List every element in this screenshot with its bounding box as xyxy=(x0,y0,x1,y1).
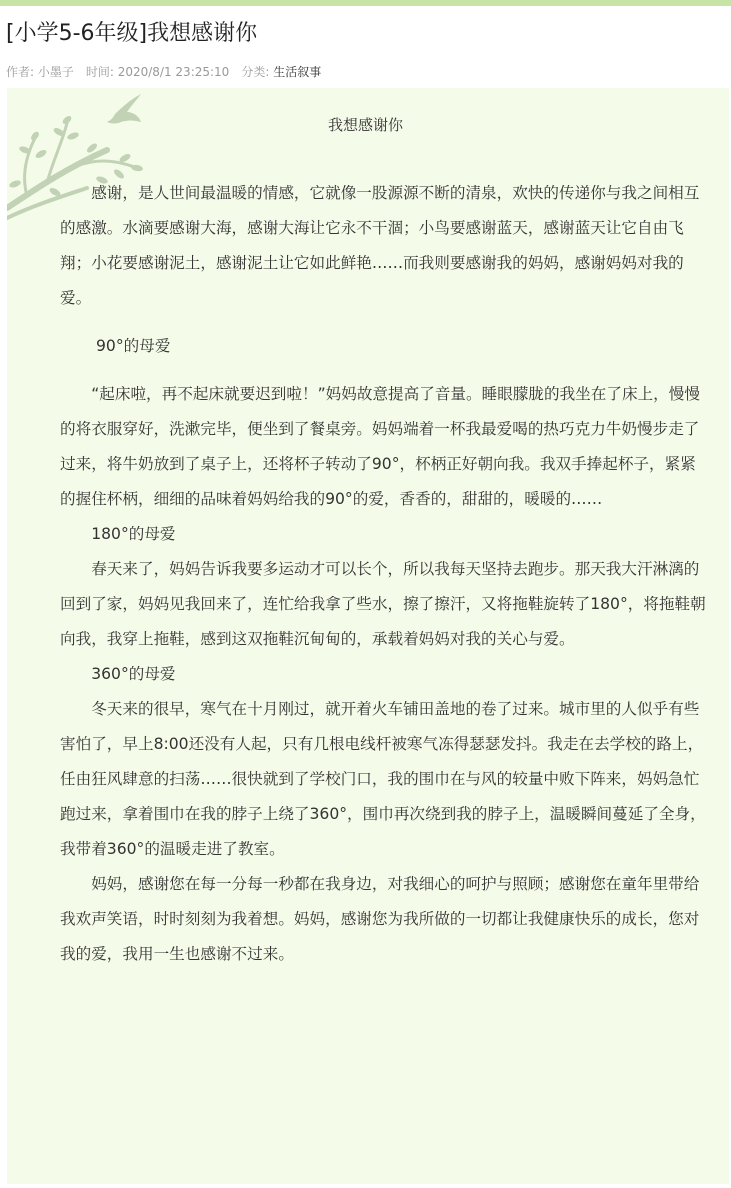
page-title: [小学5-6年级]我想感谢你 xyxy=(6,21,258,46)
paragraph-90: “起床啦，再不起床就要迟到啦！”妈妈故意提高了音量。睡眼朦胧的我坐在了床上，慢慢的将衣服穿好，洗漱完毕，便坐到了餐桌旁。妈妈端着一杯我最爱喝的热巧克力牛奶慢步走了过来，将牛奶放到了桌子上，还将杯子转动了90°，杯柄正好朝向我。我双手捧起杯子，紧紧的握住杯柄，细细的品味着妈妈给我的90°的爱，香香的，甜甜的，暖暖的…… xyxy=(60,385,700,508)
section-heading-360: 360°的母爱 xyxy=(91,665,176,683)
time-text: 时间: 2020/8/1 23:25:10 xyxy=(85,65,230,79)
article-body xyxy=(60,176,708,972)
category-label: 分类: xyxy=(241,65,270,79)
paragraph-360: 冬天来的很早，寒气在十月刚过，就开着火车铺田盖地的卷了过来。城市里的人似乎有些害怕了，早上8:00还没有人起，只有几根电线杆被寒气冻得瑟瑟发抖。我走在去学校的路上，任由狂风肆意的扫荡……很快就到了学校门口，我的围巾在与风的较量中败下阵来，妈妈急忙跑过来，拿着围巾在我的脖子上绕了360°，围巾再次绕到我的脖子上，温暖瞬间蔓延了全身，我带着360°的温暖走进了教室。 xyxy=(60,700,706,858)
paragraph-180: 春天来了，妈妈告诉我要多运动才可以长个，所以我每天坚持去跑步。那天我大汗淋漓的回到了家，妈妈见我回来了，连忙给我拿了些水，擦了擦汗，又将拖鞋旋转了180°，将拖鞋朝向我，我穿上拖鞋，感到这双拖鞋沉甸甸的，承载着妈妈对我的关心与爱。 xyxy=(60,560,706,648)
top-accent-bar xyxy=(0,0,731,6)
article-title: 我想感谢你 xyxy=(327,116,403,134)
author-text: 作者: 小墨子 xyxy=(6,65,74,79)
closing-paragraph: 妈妈，感谢您在每一分每一秒都在我身边，对我细心的呵护与照顾；感谢您在童年里带给我欢声笑语，时时刻刻为我着想。妈妈，感谢您为我所做的一切都让我健康快乐的成长，您对我的爱，我用一生也感谢不过来。 xyxy=(60,875,700,963)
section-heading-180: 180°的母爱 xyxy=(91,525,176,543)
intro-paragraph: 感谢，是人世间最温暖的情感，它就像一股源源不断的清泉，欢快的传递你与我之间相互的感激。水滴要感谢大海，感谢大海让它永不干涸；小鸟要感谢蓝天，感谢蓝天让它自由飞翔；小花要感谢泥土，感谢泥土让它如此鲜艳……而我则要感谢我的妈妈，感谢妈妈对我的爱。 xyxy=(60,184,700,307)
category-link[interactable]: 生活叙事 xyxy=(273,65,322,79)
section-heading-90: 90°的母爱 xyxy=(96,337,171,355)
article-meta xyxy=(6,63,321,80)
